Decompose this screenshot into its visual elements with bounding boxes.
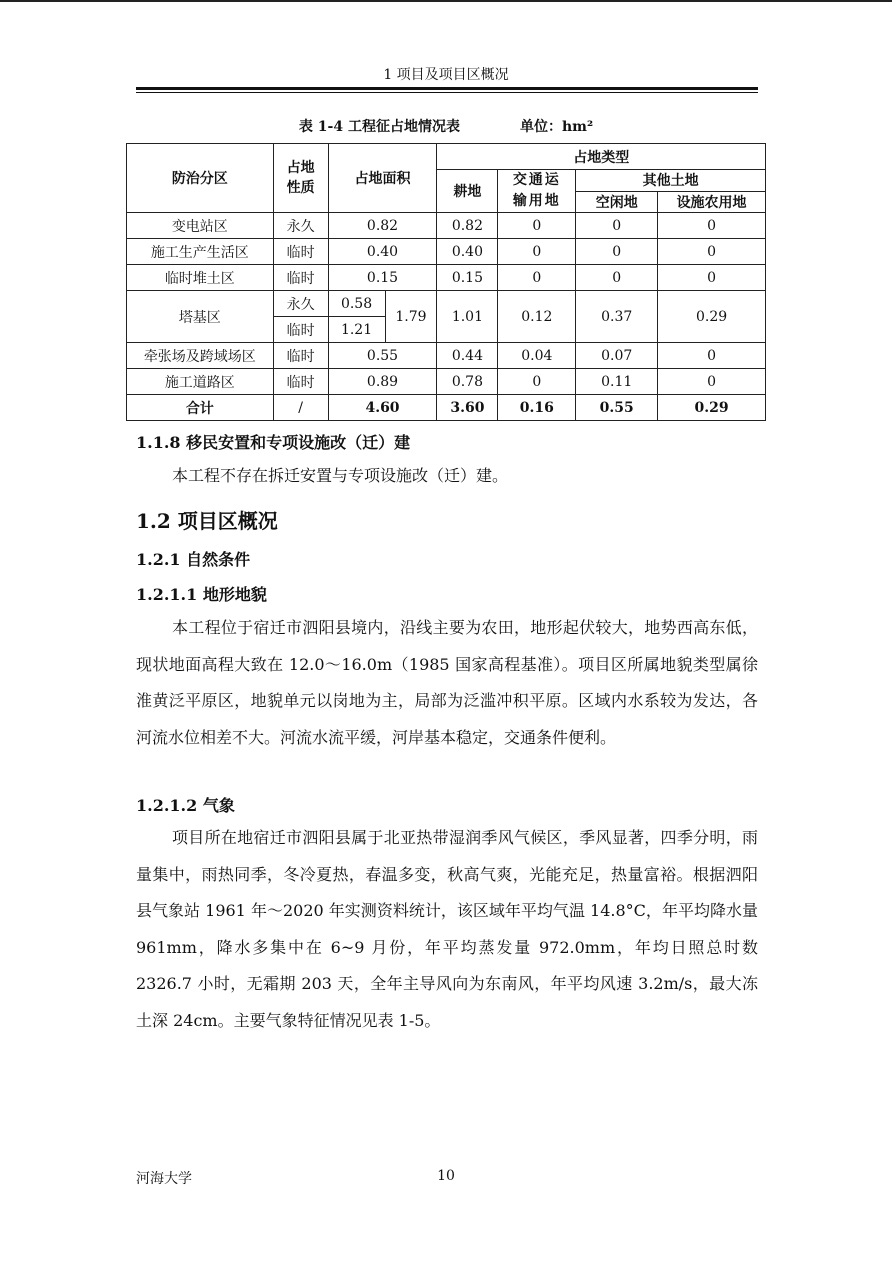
table-caption (0, 116, 892, 136)
header-rule-thin (136, 92, 758, 93)
cell-farmland: 1.01 (437, 291, 498, 343)
section-heading-1-1-8: 1.1.8 移民安置和专项设施改（迁）建 (136, 433, 411, 452)
cell-zone: 牵张场及跨域场区 (127, 343, 274, 369)
table-total-row (127, 395, 766, 421)
section-heading-1-2-1-2: 1.2.1.2 气象 (136, 796, 235, 815)
header-nature: 占地性质 (273, 144, 328, 213)
cell-nature: 永久 (273, 213, 328, 239)
cell-facility: 0.29 (658, 395, 766, 421)
footer-page-number: 10 (437, 1168, 455, 1184)
cell-facility: 0 (658, 213, 766, 239)
cell-farmland: 0.44 (437, 343, 498, 369)
header-type: 占地类型 (437, 144, 766, 170)
cell-idle: 0.37 (576, 291, 658, 343)
cell-zone: 施工生产生活区 (127, 239, 274, 265)
page-top-border (0, 0, 892, 2)
cell-idle: 0 (576, 239, 658, 265)
cell-area-sub: 1.21 (328, 317, 385, 343)
cell-nature: 临时 (273, 369, 328, 395)
table-row (127, 265, 766, 291)
cell-farmland: 0.40 (437, 239, 498, 265)
paragraph-resettlement: 本工程不存在拆迁安置与专项设施改（迁）建。 (172, 466, 509, 485)
table-row (127, 369, 766, 395)
cell-facility: 0 (658, 343, 766, 369)
table-unit: 单位：hm² (519, 119, 594, 135)
header-area: 占地面积 (328, 144, 437, 213)
header-farmland: 耕地 (437, 170, 498, 213)
table-row (127, 239, 766, 265)
cell-zone: 变电站区 (127, 213, 274, 239)
table-row (127, 213, 766, 239)
cell-transport: 0 (498, 239, 576, 265)
cell-area: 0.89 (328, 369, 437, 395)
cell-nature: 临时 (273, 317, 328, 343)
cell-facility: 0.29 (658, 291, 766, 343)
cell-zone: 临时堆土区 (127, 265, 274, 291)
cell-transport: 0 (498, 213, 576, 239)
cell-facility: 0 (658, 369, 766, 395)
cell-idle: 0 (576, 265, 658, 291)
section-heading-1-2-1-1: 1.2.1.1 地形地貌 (136, 585, 267, 604)
cell-transport: 0 (498, 369, 576, 395)
cell-idle: 0.11 (576, 369, 658, 395)
paragraph-climate: 项目所在地宿迁市泗阳县属于北亚热带湿润季风气候区，季风显著，四季分明，雨量集中，雨热同季，冬冷夏热，春温多变，秋高气爽，光能充足，热量富裕。根据泗阳县气象站 1961 年～2020 年实测资料统计，该区域年平均气温 14.8°C，年平均降水量 961mm，降水多集中在 6~9 月份，年平均蒸发量 972.0mm，年均日照总时数 2326.7 小时，无霜期 203 天，全年主导风向为东南风，年平均风速 3.2m/s，最大冻土深 24cm。主要气象特征情况见表 1-5。 (136, 828, 758, 1030)
header-idle: 空闲地 (576, 191, 658, 213)
cell-facility: 0 (658, 265, 766, 291)
cell-farmland: 3.60 (437, 395, 498, 421)
cell-area-total: 1.79 (385, 291, 437, 343)
cell-farmland: 0.82 (437, 213, 498, 239)
section-heading-1-2: 1.2 项目区概况 (136, 509, 278, 533)
cell-idle: 0.55 (576, 395, 658, 421)
cell-transport: 0.12 (498, 291, 576, 343)
cell-farmland: 0.15 (437, 265, 498, 291)
cell-nature: 临时 (273, 343, 328, 369)
table-row-tower (127, 291, 766, 317)
cell-area: 0.55 (328, 343, 437, 369)
cell-area: 0.82 (328, 213, 437, 239)
cell-nature: 临时 (273, 239, 328, 265)
cell-zone: 合计 (127, 395, 274, 421)
running-header: 1 项目及项目区概况 (383, 67, 509, 83)
cell-area: 0.15 (328, 265, 437, 291)
table-row (127, 343, 766, 369)
footer-organization: 河海大学 (136, 1171, 192, 1187)
cell-transport: 0 (498, 265, 576, 291)
header-rule-thick (136, 87, 758, 90)
header-other: 其他土地 (576, 170, 766, 192)
table-header-row (127, 144, 766, 170)
cell-area-sub: 0.58 (328, 291, 385, 317)
header-transport: 交通运输用地 (498, 170, 576, 213)
cell-nature: 永久 (273, 291, 328, 317)
header-facility: 设施农用地 (658, 191, 766, 213)
cell-transport: 0.16 (498, 395, 576, 421)
cell-area: 0.40 (328, 239, 437, 265)
cell-idle: 0 (576, 213, 658, 239)
cell-transport: 0.04 (498, 343, 576, 369)
header-zone: 防治分区 (127, 144, 274, 213)
cell-zone: 施工道路区 (127, 369, 274, 395)
cell-idle: 0.07 (576, 343, 658, 369)
cell-nature: / (273, 395, 328, 421)
cell-facility: 0 (658, 239, 766, 265)
table-caption-title: 表 1-4 工程征占地情况表 (298, 119, 460, 135)
cell-nature: 临时 (273, 265, 328, 291)
section-heading-1-2-1: 1.2.1 自然条件 (136, 550, 251, 569)
paragraph-terrain: 本工程位于宿迁市泗阳县境内，沿线主要为农田，地形起伏较大，地势西高东低，现状地面高程大致在 12.0～16.0m（1985 国家高程基准）。项目区所属地貌类型属徐淮黄泛平原区，地貌单元以岗地为主，局部为泛滥冲积平原。区域内水系较为发达，各河流水位相差不大。河流水流平缓，河岸基本稳定，交通条件便利。 (136, 618, 758, 747)
land-occupation-table (126, 143, 766, 421)
cell-zone: 塔基区 (127, 291, 274, 343)
cell-farmland: 0.78 (437, 369, 498, 395)
cell-area: 4.60 (328, 395, 437, 421)
